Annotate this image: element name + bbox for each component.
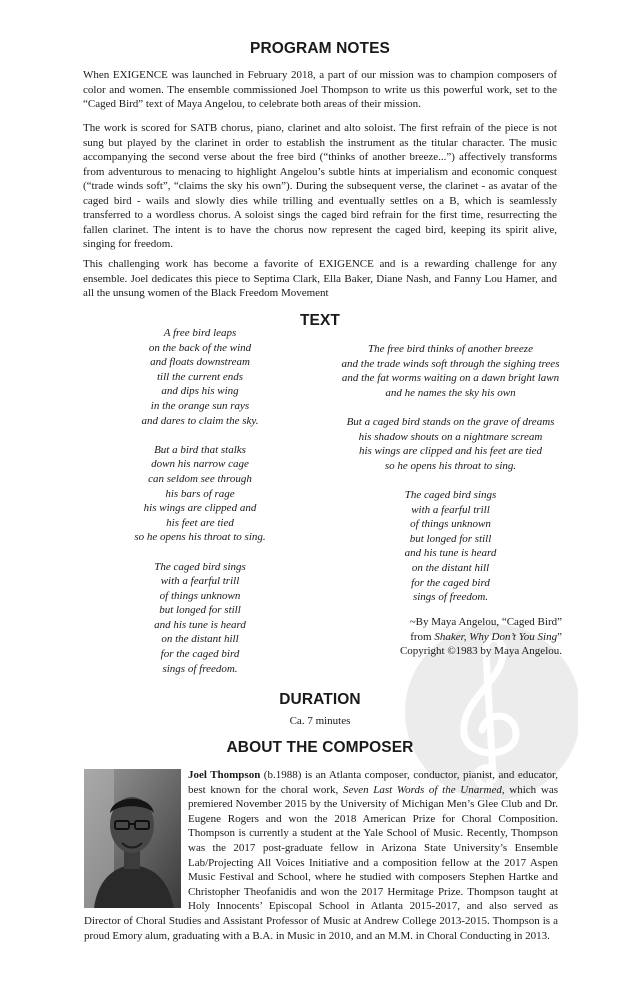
credit-line-3: Copyright ©1983 by Maya Angelou. [399, 645, 562, 658]
poem-line: But a bird that stalks [154, 443, 246, 456]
composer-bio: Joel Thompson (b.1988) is an Atlanta composer, conductor, pianist, and educator, best known for the choral work, Seven Last Words of the Unarmed, which was premiered November 2015 by the University of Michigan Men’s Glee Club and Dr. Eugene Rogers and won the 2018 American Prize for Choral Composition. Thompson is currently a student at the Yale School of Music. Recently, Thompson was the 2017 post-graduate fellow in Arizona State University’s Ensemble Lab/Projecting All Voices Initiative and a composition fellow at the 2017 Aspen Music Festival and School, where he studied with composers Stephen Hartke and Christopher Theofanidis and won the 2017 Hermitage Prize. Thompson taught at Holy Innocents’ Episcopal School in Atlanta 2015-2017, and also served as Director of Choral Studies and Assistant Professor of Music at Andrew College 2013-2015. Thompson is a proud Emory alum, graduating with a B.A. in Music in 2010, and an M.M. in Choral Conducting in 2013. [84, 769, 559, 942]
poem-line: The caged bird sings [404, 488, 497, 501]
poem-credit [352, 615, 562, 659]
poem-line: and the trade winds soft through the sighing trees [341, 357, 560, 370]
poem-line: of things unknown [410, 518, 491, 531]
poem-line: his shadow shouts on a nightmare scream [358, 430, 543, 443]
poem-line: in the orange sun rays [150, 399, 250, 412]
poem-line: sings of freedom. [412, 591, 489, 604]
poem-line: his bars of rage [165, 487, 235, 500]
poem-line: A free bird leaps [163, 327, 237, 339]
program-notes-paragraph-2: The work is scored for SATB chorus, piano, clarinet and alto soloist. The first refrain of the piece is not sung but played by the clarinet in order to establish the instrument as the titular character. The music accompanying the second verse about the free bird (“thinks of another breeze...”) affectively transforms from adventurous to menacing to highlight Angelou’s subtle hints at imperialism and economic conquest (“trade winds soft”, “claims the sky his own”). During the subsequent verse, the clarinet - as avatar of the caged bird - wails and slowly dies while trilling and eventually settles on a B, which is seamlessly transferred to a wordless chorus. A soloist sings the caged bird refrain for the first time, resurrecting the fallen clarinet. The intent is to have the chorus now represent the caged bird, keeping its spirit alive, singing for freedom. [83, 122, 557, 250]
poem-line: for the caged bird [411, 576, 490, 589]
poem-line: The free bird thinks of another breeze [368, 343, 533, 355]
program-notes-paragraph-3: This challenging work has become a favorite of EXIGENCE and is a rewarding challenge for any ensemble. Joel dedicates this piece to Septima Clark, Ella Baker, Diane Nash, and Fanny Lou Hamer, and all the unsung women of the Black Freedom Movement [83, 258, 557, 299]
poem-line: and floats downstream [150, 356, 250, 369]
poem-left-column [100, 326, 300, 676]
poem-line: of things unknown [159, 589, 241, 602]
poem-line: his wings are clipped and [143, 502, 257, 515]
composer-photo [84, 769, 181, 908]
duration-value: Ca. 7 minutes [289, 715, 351, 727]
poem-line: down his narrow cage [151, 458, 249, 471]
poem-line: for the caged bird [160, 648, 240, 661]
text-heading: TEXT [299, 312, 340, 329]
composer-name: Joel Thompson [188, 769, 261, 781]
credit-line-1: ~By Maya Angelou, “Caged Bird” [409, 616, 562, 628]
poem-line: his feet are tied [166, 516, 234, 529]
poem-line: on the distant hill [411, 561, 490, 574]
poem-line: can seldom see through [148, 472, 252, 485]
poem-line: but longed for still [159, 604, 241, 617]
poem-line: and dares to claim the sky. [141, 414, 259, 427]
poem-line: on the back of the wind [148, 341, 252, 354]
poem-line: so he opens his throat to sing. [134, 531, 266, 544]
poem-line: and dips his wing [161, 385, 239, 398]
poem-line: so he opens his throat to sing. [384, 459, 517, 472]
poem-line: with a fearful trill [160, 575, 240, 588]
work-title: Seven Last Words of the Unarmed [342, 783, 502, 796]
poem-line: but longed for still [409, 532, 492, 545]
poem-line: till the current ends [156, 370, 244, 383]
about-composer-heading: ABOUT THE COMPOSER [226, 739, 414, 756]
poem-line: and his tune is heard [404, 547, 497, 560]
poem-line: and he names the sky his own [385, 386, 516, 399]
credit-line-2: from Shaker, Why Don’t You Sing” [410, 630, 562, 643]
duration-heading: DURATION [279, 691, 361, 708]
program-notes-heading: PROGRAM NOTES [250, 40, 390, 57]
poem-line: on the distant hill [161, 633, 239, 646]
poem-line: The caged bird sings [154, 560, 246, 573]
book-title: Shaker, Why Don’t You Sing [434, 630, 558, 643]
program-notes-paragraph-1: When EXIGENCE was launched in February 2018, a part of our mission was to champion composers of color and women. The ensemble commissioned Joel Thompson to write us this powerful work, set to the “Caged Bird” text of Maya Angelou, to celebrate both areas of their mission. [83, 69, 557, 110]
poem-line: sings of freedom. [162, 662, 238, 675]
poem-right-column [318, 342, 583, 605]
poem-line: with a fearful trill [411, 503, 490, 516]
poem-line: his wings are clipped and his feet are tied [358, 445, 543, 458]
poem-line: But a caged bird stands on the grave of dreams [346, 415, 555, 428]
poem-line: and the fat worms waiting on a dawn bright lawn [341, 372, 560, 385]
poem-line: and his tune is heard [154, 618, 246, 631]
